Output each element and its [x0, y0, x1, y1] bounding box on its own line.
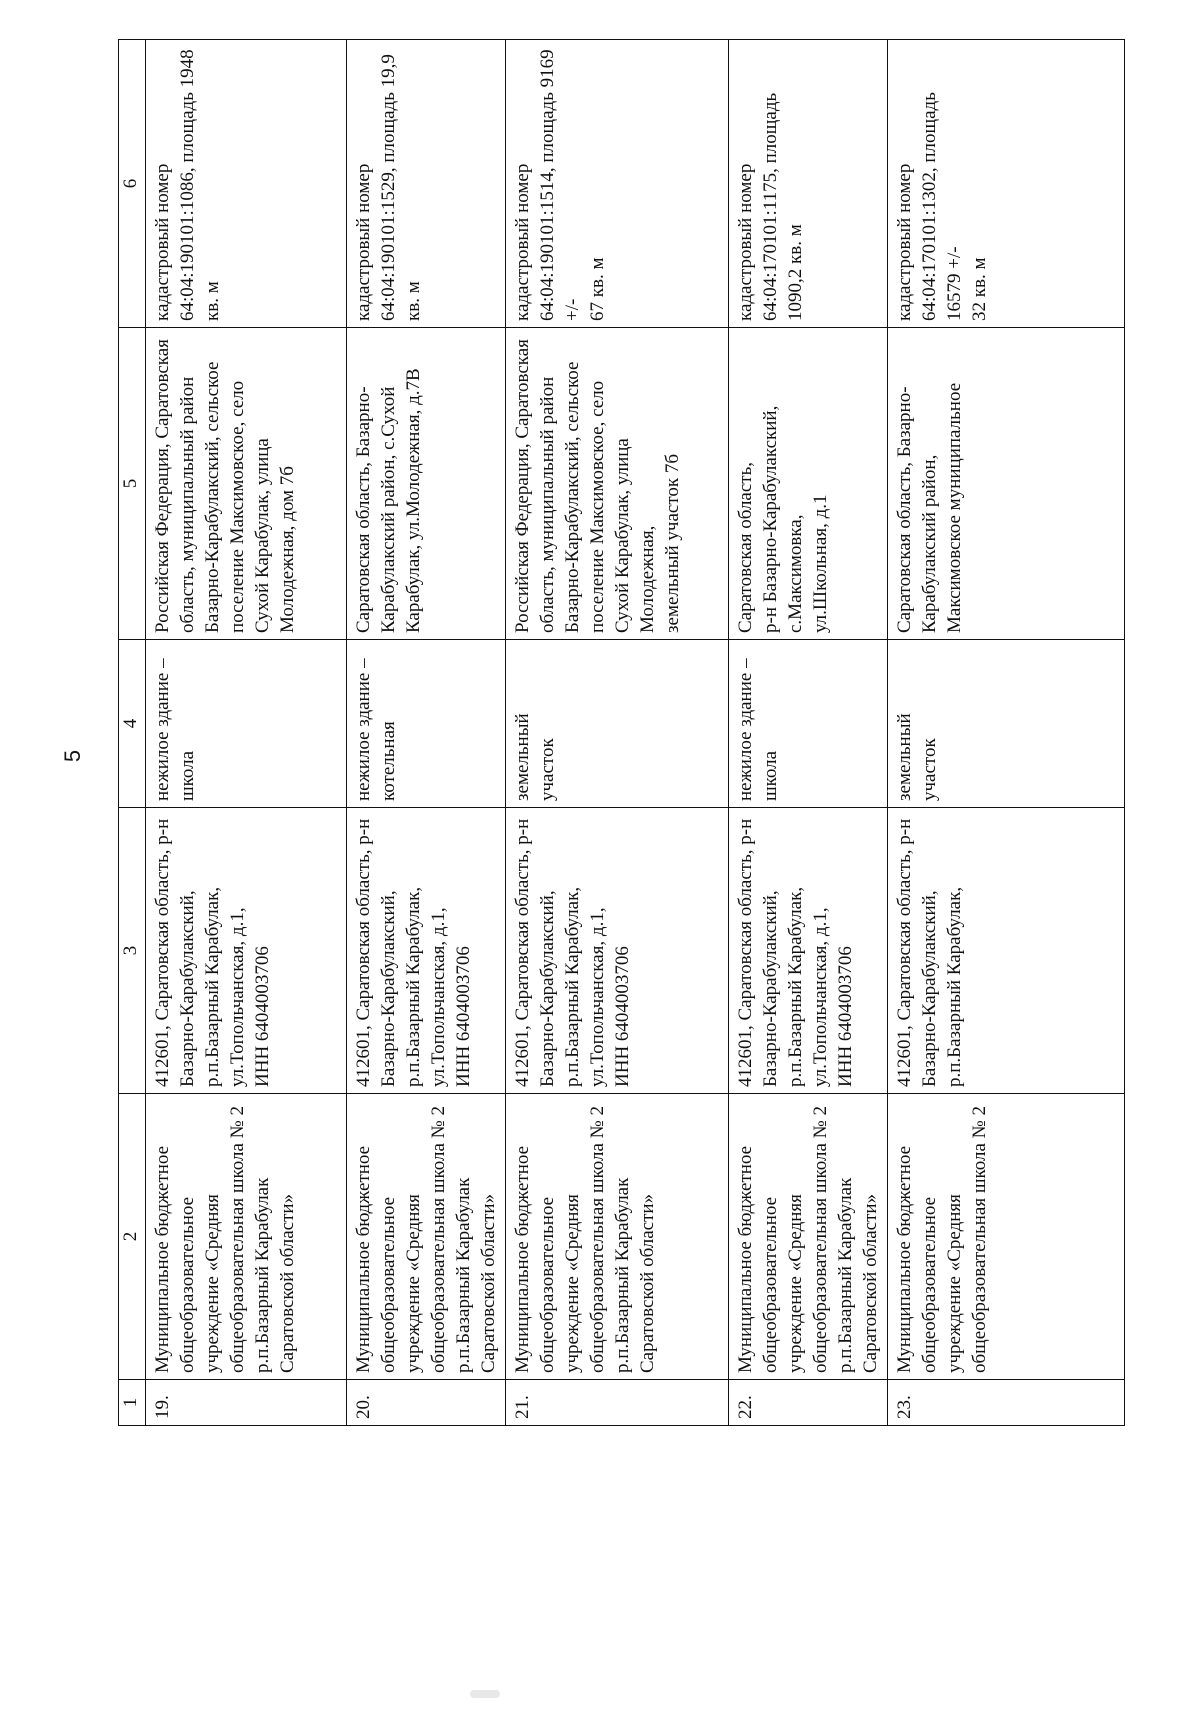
table-row: [506, 40, 729, 1426]
owner-address: 412601, Саратовская область, р-н Базарно-Карабулакский, р.п.Базарный Карабулак, ул.Топольчанская, д.1, ИНН 6404003706: [729, 808, 888, 1094]
object-type: нежилое здание – котельная: [347, 640, 506, 808]
column-header-4: 4: [119, 640, 146, 808]
column-header-2: 2: [119, 1094, 146, 1380]
row-number: 23.: [888, 1380, 1125, 1426]
object-type: земельный участок: [888, 640, 1125, 808]
table-row: [888, 40, 1125, 1426]
column-header-5: 5: [119, 328, 146, 640]
object-details: кадастровый номер 64:04:190101:1514, площадь 9169 +/- 67 кв. м: [506, 40, 729, 328]
object-details: кадастровый номер 64:04:190101:1529, площадь 19,9 кв. м: [347, 40, 506, 328]
owner-name: Муниципальное бюджетное общеобразовательное учреждение «Средняя общеобразовательная школа № 2 р.п.Базарный Карабулак Саратовской области»: [146, 1094, 347, 1380]
object-location: Саратовская область, Базарно-Карабулакский район, с.Сухой Карабулак, ул.Молодежная, д.7В: [347, 328, 506, 640]
object-details: кадастровый номер 64:04:170101:1175, площадь 1090,2 кв. м: [729, 40, 888, 328]
object-location: Саратовская область, Базарно-Карабулакский район, Максимовское муниципальное: [888, 328, 1125, 640]
property-table: [118, 39, 1125, 1426]
object-location: Российская Федерация, Саратовская область, муниципальный район Базарно-Карабулакский, сельское поселение Максимовское, село Сухой Карабулак, улица Молодежная, земельный участок 7б: [506, 328, 729, 640]
rotated-table-container: [118, 40, 1125, 1426]
row-number: 19.: [146, 1380, 347, 1426]
column-header-6: 6: [119, 40, 146, 328]
owner-name: Муниципальное бюджетное общеобразовательное учреждение «Средняя общеобразовательная школа № 2 р.п.Базарный Карабулак Саратовской области»: [347, 1094, 506, 1380]
row-number: 20.: [347, 1380, 506, 1426]
owner-address: 412601, Саратовская область, р-н Базарно-Карабулакский, р.п.Базарный Карабулак, ул.Топольчанская, д.1, ИНН 6404003706: [347, 808, 506, 1094]
object-type: нежилое здание – школа: [146, 640, 347, 808]
object-location: Саратовская область, р-н Базарно-Карабулакский, с.Максимовка, ул.Школьная, д.1: [729, 328, 888, 640]
object-type: земельный участок: [506, 640, 729, 808]
object-details: кадастровый номер 64:04:170101:1302, площадь 16579 +/- 32 кв. м: [888, 40, 1125, 328]
row-number: 22.: [729, 1380, 888, 1426]
owner-address: 412601, Саратовская область, р-н Базарно-Карабулакский, р.п.Базарный Карабулак,: [888, 808, 1125, 1094]
column-header-1: 1: [119, 1380, 146, 1426]
object-details: кадастровый номер 64:04:190101:1086, площадь 1948 кв. м: [146, 40, 347, 328]
owner-address: 412601, Саратовская область, р-н Базарно-Карабулакский, р.п.Базарный Карабулак, ул.Топольчанская, д.1, ИНН 6404003706: [146, 808, 347, 1094]
table-header-row: [119, 40, 146, 1426]
scan-smudge: [470, 1690, 500, 1698]
table-row: [729, 40, 888, 1426]
object-location: Российская Федерация, Саратовская область, муниципальный район Базарно-Карабулакский, сельское поселение Максимовское, село Сухой Карабулак, улица Молодежная, дом 7б: [146, 328, 347, 640]
owner-address: 412601, Саратовская область, р-н Базарно-Карабулакский, р.п.Базарный Карабулак, ул.Топольчанская, д.1, ИНН 6404003706: [506, 808, 729, 1094]
owner-name: Муниципальное бюджетное общеобразовательное учреждение «Средняя общеобразовательная школа № 2 р.п.Базарный Карабулак Саратовской области»: [729, 1094, 888, 1380]
column-header-3: 3: [119, 808, 146, 1094]
owner-name: Муниципальное бюджетное общеобразовательное учреждение «Средняя общеобразовательная школа № 2 р.п.Базарный Карабулак Саратовской области»: [506, 1094, 729, 1380]
table-row: [347, 40, 506, 1426]
page-number: 5: [60, 749, 85, 763]
owner-name: Муниципальное бюджетное общеобразовательное учреждение «Средняя общеобразовательная школа № 2: [888, 1094, 1125, 1380]
row-number: 21.: [506, 1380, 729, 1426]
object-type: нежилое здание – школа: [729, 640, 888, 808]
table-row: [146, 40, 347, 1426]
